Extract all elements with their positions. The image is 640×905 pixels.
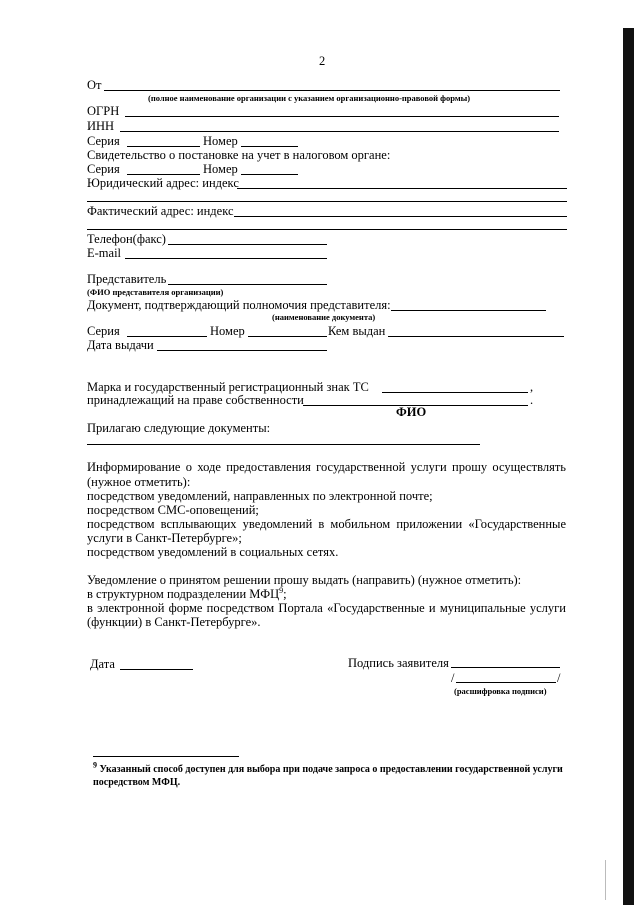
- series-field-2[interactable]: [127, 174, 200, 175]
- decision-line-1: Уведомление о принятом решении прошу выдать (направить) (нужное отметить):: [87, 573, 522, 587]
- ownership-label: принадлежащий на праве собственности: [87, 393, 304, 407]
- email-field[interactable]: [125, 258, 327, 259]
- footnote-text-1: Указанный способ доступен для выбора при подаче запроса о предоставлении государственной услуги: [99, 764, 563, 775]
- inform-option-email[interactable]: посредством уведомлений, направленных по электронной почте;: [87, 489, 433, 503]
- number-field-1[interactable]: [241, 146, 298, 147]
- decision-option-portal-cont: (функции) в Санкт-Петербурге».: [87, 615, 261, 629]
- attached-field[interactable]: [87, 444, 480, 445]
- fio-label: ФИО: [396, 405, 427, 419]
- legal-address-field-2[interactable]: [87, 201, 567, 202]
- decision-option-mfc-text: в структурном подразделении МФЦ: [87, 587, 280, 601]
- series-field-3[interactable]: [127, 336, 207, 337]
- vehicle-comma: ,: [530, 380, 534, 394]
- actual-address-field[interactable]: [234, 216, 567, 217]
- ogrn-label: ОГРН: [87, 104, 120, 118]
- ogrn-field-line[interactable]: [125, 116, 559, 117]
- scan-edge-shadow: [623, 28, 634, 905]
- signature-field[interactable]: [451, 667, 560, 668]
- inform-option-app[interactable]: посредством всплывающих уведомлений в мобильном приложении «Государственные: [87, 517, 566, 531]
- representative-label: Представитель: [87, 272, 167, 286]
- decision-option-mfc-end: ;: [283, 587, 287, 601]
- issue-date-field[interactable]: [157, 350, 327, 351]
- from-hint: (полное наименование организации с указанием организационно-правовой формы): [148, 93, 471, 103]
- inform-option-sms[interactable]: посредством СМС-оповещений;: [87, 503, 259, 517]
- authority-doc-label: Документ, подтверждающий полномочия представителя:: [87, 298, 391, 312]
- inform-line-1: Информирование о ходе предоставления государственной услуги прошу осуществлять: [87, 460, 566, 474]
- signature-hint: (расшифровка подписи): [454, 686, 547, 696]
- number-label-1: Номер: [203, 134, 238, 148]
- authority-doc-hint: (наименование документа): [272, 312, 376, 322]
- from-label: От: [87, 78, 102, 92]
- phone-label: Телефон(факс): [87, 232, 166, 246]
- number-label-3: Номер: [210, 324, 245, 338]
- issued-by-label: Кем выдан: [328, 324, 386, 338]
- from-field-line[interactable]: [104, 90, 560, 91]
- vehicle-label: Марка и государственный регистрационный знак ТС: [87, 380, 369, 394]
- legal-address-field[interactable]: [237, 188, 567, 189]
- actual-address-label: Фактический адрес: индекс: [87, 204, 234, 218]
- issued-by-field[interactable]: [388, 336, 564, 337]
- page-number: 2: [319, 54, 326, 68]
- ownership-period: .: [530, 393, 534, 407]
- decision-option-mfc[interactable]: [87, 587, 287, 601]
- representative-field[interactable]: [168, 284, 327, 285]
- footnote-ref: 9: [279, 585, 284, 595]
- tax-cert-label: Свидетельство о постановке на учет в налоговом органе:: [87, 148, 391, 162]
- inn-field-line[interactable]: [120, 131, 559, 132]
- footnote-separator: [93, 756, 239, 757]
- inn-label: ИНН: [87, 119, 115, 133]
- actual-address-field-2[interactable]: [87, 229, 567, 230]
- legal-address-label: Юридический адрес: индекс: [87, 176, 239, 190]
- number-field-2[interactable]: [241, 174, 298, 175]
- signature-slash-left: /: [451, 671, 455, 685]
- scan-edge-line: [605, 860, 606, 900]
- signature-slash-right: /: [557, 671, 561, 685]
- series-field-1[interactable]: [127, 146, 200, 147]
- date-field[interactable]: [120, 669, 193, 670]
- footnote-line-2: посредством МФЦ.: [93, 777, 181, 788]
- signature-label: Подпись заявителя: [348, 656, 449, 670]
- inform-option-social[interactable]: посредством уведомлений в социальных сетях.: [87, 545, 339, 559]
- series-label-3: Серия: [87, 324, 120, 338]
- inform-option-app-cont: услуги в Санкт-Петербурге»;: [87, 531, 242, 545]
- representative-hint: (ФИО представителя организации): [87, 287, 224, 297]
- signature-decode-field[interactable]: [456, 682, 556, 683]
- number-label-2: Номер: [203, 162, 238, 176]
- authority-doc-field[interactable]: [391, 310, 546, 311]
- series-label-2: Серия: [87, 162, 120, 176]
- vehicle-field[interactable]: [382, 392, 528, 393]
- inform-line-2: (нужное отметить):: [87, 475, 191, 489]
- footnote-line-1: [93, 760, 568, 776]
- email-label: E-mail: [87, 246, 122, 260]
- attached-label: Прилагаю следующие документы:: [87, 421, 271, 435]
- issue-date-label: Дата выдачи: [87, 338, 154, 352]
- footnote-marker: 9: [93, 760, 97, 770]
- decision-option-portal[interactable]: в электронной форме посредством Портала «Государственные и муниципальные услуги: [87, 601, 566, 615]
- phone-field[interactable]: [168, 244, 327, 245]
- number-field-3[interactable]: [248, 336, 327, 337]
- series-label-1: Серия: [87, 134, 120, 148]
- date-label: Дата: [90, 657, 115, 671]
